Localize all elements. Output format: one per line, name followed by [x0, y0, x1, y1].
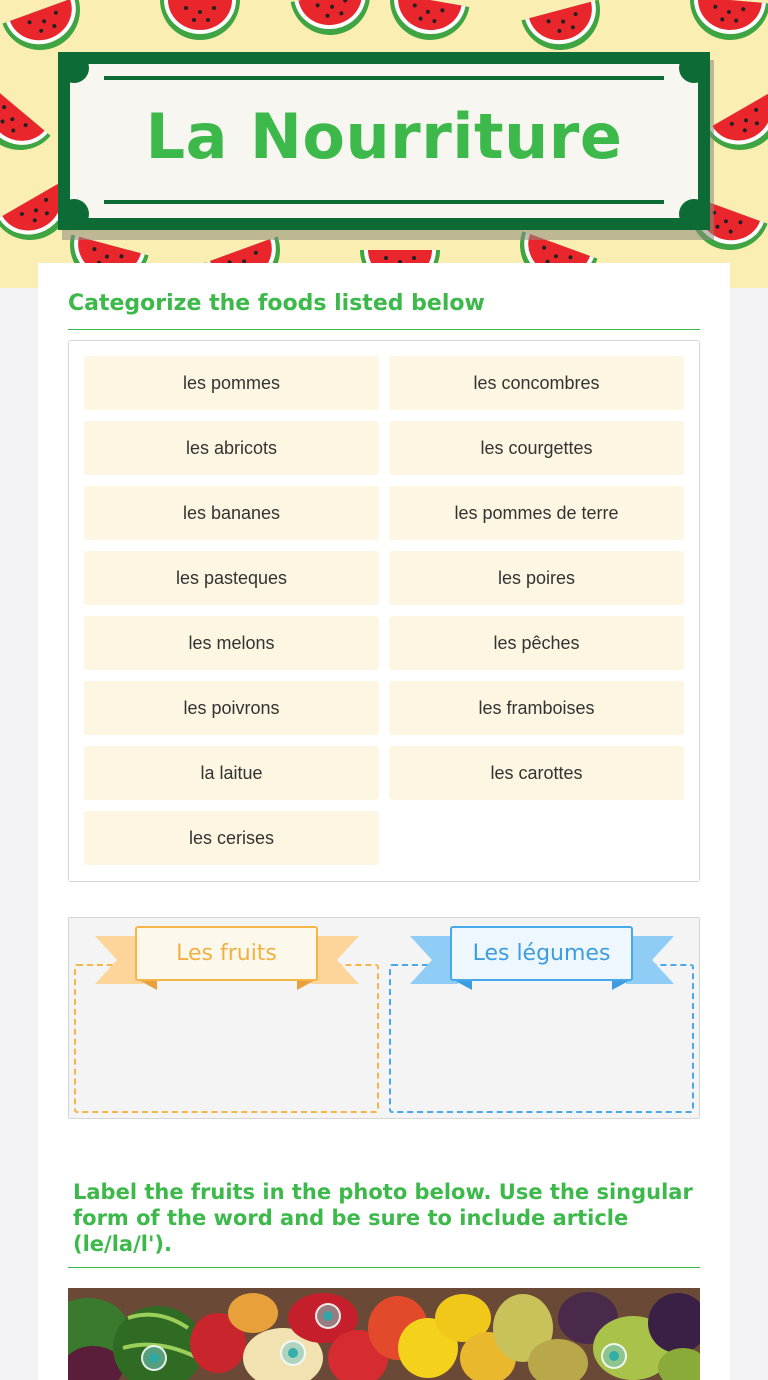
frame-corner — [59, 53, 89, 83]
word-chip[interactable]: les abricots — [84, 421, 379, 475]
word-chip[interactable]: les carottes — [389, 746, 684, 800]
label-hotspot[interactable] — [601, 1343, 627, 1369]
word-chip[interactable]: les framboises — [389, 681, 684, 735]
word-chip[interactable]: les pommes de terre — [389, 486, 684, 540]
word-chip[interactable]: les pêches — [389, 616, 684, 670]
word-chip[interactable]: les courgettes — [389, 421, 684, 475]
word-chip[interactable]: les cerises — [84, 811, 379, 865]
frame-corner — [59, 199, 89, 229]
word-chip[interactable]: les pommes — [84, 356, 379, 410]
section-heading-categorize: Categorize the foods listed below — [68, 291, 485, 316]
label-hotspot[interactable] — [280, 1340, 306, 1366]
word-chip[interactable]: les poires — [389, 551, 684, 605]
section-divider — [68, 329, 700, 330]
word-bank — [68, 340, 700, 882]
section-divider — [68, 1267, 700, 1268]
category-area — [68, 917, 700, 1119]
frame-corner — [679, 199, 709, 229]
vegetables-category-label: Les légumes — [450, 926, 633, 981]
word-chip[interactable]: les melons — [84, 616, 379, 670]
title-rule-bottom — [104, 200, 664, 204]
worksheet-card — [38, 263, 730, 1380]
word-chip[interactable]: les bananes — [84, 486, 379, 540]
frame-corner — [679, 53, 709, 83]
word-chip[interactable]: les pasteques — [84, 551, 379, 605]
label-hotspot[interactable] — [141, 1345, 167, 1371]
fruits-category-label: Les fruits — [135, 926, 318, 981]
word-chip[interactable]: les poivrons — [84, 681, 379, 735]
label-hotspot[interactable] — [315, 1303, 341, 1329]
word-chip[interactable]: les concombres — [389, 356, 684, 410]
word-chip[interactable]: la laitue — [84, 746, 379, 800]
title-rule-top — [104, 76, 664, 80]
fruit-photo — [68, 1288, 700, 1380]
section-heading-label-photo: Label the fruits in the photo below. Use the singular form of the word and be sure to include article (le/la/l'). — [73, 1180, 693, 1256]
page-title: La Nourriture — [145, 100, 623, 173]
